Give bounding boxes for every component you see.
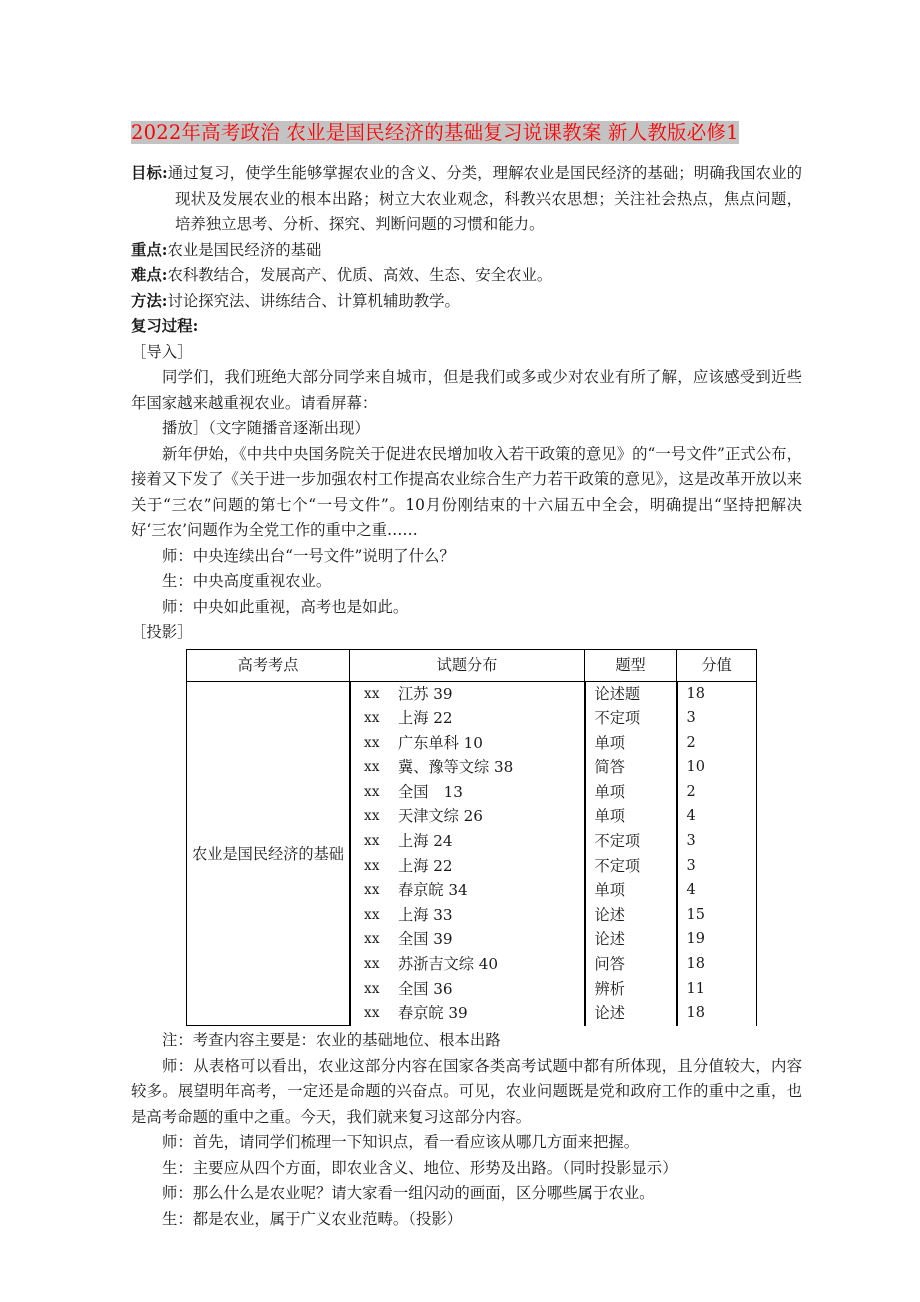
distribution-text: 冀、豫等文综 38 [398,758,514,777]
table-cell-type: 不定项 [594,709,641,728]
table-cell-distribution [351,1001,584,1026]
table-cell-type: 辨析 [594,979,625,998]
distribution-text: 全国 39 [398,930,453,949]
table-cell-score: 18 [686,685,705,702]
process-heading: 复习过程: [131,317,199,335]
distribution-text: 全国 13 [398,782,463,801]
method-block [131,289,802,315]
table-header-row [187,649,757,681]
distribution-prefix: xx [364,857,380,874]
table-cell-score: 4 [686,808,696,825]
teacher-summary: 师：从表格可以看出，农业这部分内容在国家各类高考试题中都有所体现，且分值较大，内容较多。展望明年高考，一定还是命题的兴奋点。可见，农业问题既是党和政府工作的重中之重，也是高考命题的重中之重。今天，我们就来复习这部分内容。 [131,1056,802,1126]
objective-text: 通过复习，使学生能够掌握农业的含义、分类，理解农业是国民经济的基础；明确我国农业的现状及发展农业的根本出路；树立大农业观念，科教兴农思想；关注社会热点，焦点问题，培养独立思考、分析、探究、判断问题的习惯和能力。 [167,164,802,233]
dialog-line-2: 生：中央高度重视农业。 [162,572,332,590]
table-cell-type: 单项 [594,881,625,900]
distribution-text: 广东单科 10 [398,733,483,752]
table-cell-type: 不定项 [594,856,641,875]
table-cell-score: 3 [686,833,696,850]
difficulty-label: 难点: [131,266,168,284]
dialog-line-1: 师：中央连续出台“一号文件”说明了什么？ [162,546,455,565]
key-point-label: 重点: [131,240,168,259]
distribution-prefix: xx [364,710,380,727]
distribution-prefix: xx [364,685,380,702]
method-text: 讨论探究法、讲练结合、计算机辅助教学。 [167,291,460,310]
distribution-column [350,681,585,1026]
exam-distribution-table [186,649,757,1027]
distribution-prefix: xx [364,931,380,948]
dialog-line-7: 生：都是农业，属于广义农业范畴。（投影） [162,1209,463,1228]
table-cell-distribution [351,829,584,854]
distribution-prefix: xx [364,906,380,923]
table-cell-type: 论述 [594,905,625,924]
table-cell-score: 11 [686,980,705,997]
table-cell-score: 19 [686,931,705,948]
table-cell-distribution [351,927,584,952]
dialog-line-3: 师：中央如此重视，高考也是如此。 [162,597,409,616]
page-title: 2022年高考政治 农业是国民经济的基础复习说课教案 新人教版必修1 [131,121,739,144]
play-line: 播放］（文字随播音逐渐出现） [162,419,370,437]
table-cell-score: 2 [686,783,696,800]
document-title-wrapper [131,118,802,149]
table-cell-score: 3 [686,710,696,727]
table-cell-score: 18 [686,1005,705,1022]
table-cell-score: 4 [686,882,696,899]
distribution-text: 上海 24 [398,832,453,851]
distribution-prefix: xx [364,759,380,776]
table-cell-type: 单项 [594,733,625,752]
table-cell-distribution [351,780,584,805]
difficulty-block [131,263,802,289]
distribution-text: 春京皖 39 [398,1004,468,1023]
th-question-distribution: 试题分布 [350,649,585,681]
table-body [187,681,757,1026]
type-stack [585,682,677,1026]
table-cell-type: 单项 [594,782,625,801]
table-cell-score: 18 [686,956,705,973]
table-cell-type: 简答 [594,758,625,777]
distribution-prefix: xx [364,734,380,751]
table-header [187,649,757,681]
table-cell-score: 15 [686,906,705,923]
distribution-text: 春京皖 34 [398,881,468,900]
distribution-text: 上海 33 [398,905,453,924]
table-cell-distribution [351,977,584,1002]
distribution-prefix: xx [364,808,380,825]
th-question-type: 题型 [585,649,677,681]
intro-tag: ［导入］ [131,342,193,361]
distribution-prefix: xx [364,980,380,997]
table-cell-distribution [351,731,584,756]
th-score: 分值 [677,649,757,681]
distribution-text: 苏浙吉文综 40 [398,955,499,974]
table-cell-score: 3 [686,857,696,874]
table-cell-distribution [351,804,584,829]
table-cell-distribution [351,682,584,707]
table-cell-distribution [351,952,584,977]
distribution-prefix: xx [364,882,380,899]
table-cell-distribution [351,878,584,903]
table-cell-distribution [351,854,584,879]
th-exam-point: 高考考点 [187,649,350,681]
distribution-text: 天津文综 26 [398,807,483,826]
table-row [187,681,757,1026]
distribution-text: 上海 22 [398,709,453,728]
distribution-prefix: xx [364,956,380,973]
distribution-text: 上海 22 [398,856,453,875]
dialog-line-6: 师：那么什么是农业呢？请大家看一组闪动的画面，区分哪些属于农业。 [162,1184,655,1203]
table-cell-type: 论述 [594,1004,625,1023]
table-cell-type: 不定项 [594,832,641,851]
objective-label: 目标: [131,164,168,182]
projection-tag: ［投影］ [131,623,193,641]
method-label: 方法: [131,291,168,310]
score-stack [677,682,757,1026]
table-cell-distribution [351,903,584,928]
table-cell-distribution [351,706,584,731]
table-note: 注：考查内容主要是：农业的基础地位、根本出路 [162,1031,501,1050]
table-cell-type: 论述 [594,930,625,949]
table-cell-type: 论述题 [594,684,641,703]
table-cell-distribution [351,755,584,780]
distribution-prefix: xx [364,833,380,850]
intro-paragraph: 同学们，我们班绝大部分同学来自城市，但是我们或多或少对农业有所了解，应该感受到近些年国家越来越重视农业。请看屏幕： [131,368,802,412]
table-cell-score: 2 [686,734,696,751]
distribution-stack [350,682,585,1026]
dialog-line-4: 师：首先，请同学们梳理一下知识点，看一看应该从哪几方面来把握。 [162,1133,640,1152]
difficulty-text: 农科教结合，发展高产、优质、高效、生态、安全农业。 [167,266,553,284]
distribution-prefix: xx [364,1005,380,1022]
merged-exam-point-cell: 农业是国民经济的基础 [187,681,350,1026]
distribution-text: 江苏 39 [398,684,453,703]
distribution-text: 全国 36 [398,979,453,998]
exam-table-wrapper [186,649,802,1027]
score-column [677,681,757,1026]
type-column [585,681,677,1026]
key-point-block [131,238,802,264]
key-point-text: 农业是国民经济的基础 [167,240,322,259]
table-cell-type: 单项 [594,807,625,826]
objective-block [131,161,802,238]
distribution-prefix: xx [364,783,380,800]
news-paragraph: 新年伊始，《中共中央国务院关于促进农民增加收入若干政策的意见》的“一号文件”正式公布，接着又下发了《关于进一步加强农村工作提高农业综合生产力若干政策的意见》，这是改革开放以来关于“三农”问题的第七个“一号文件”。10月份刚结束的十六届五中全会，明确提出“坚持把解决好‘三农’问题作为全党工作的重中之重…… [131,444,802,539]
dialog-line-5: 生：主要应从四个方面，即农业含义、地位、形势及出路。（同时投影显示） [162,1158,678,1177]
table-cell-score: 10 [686,759,705,776]
table-cell-type: 问答 [594,955,625,974]
